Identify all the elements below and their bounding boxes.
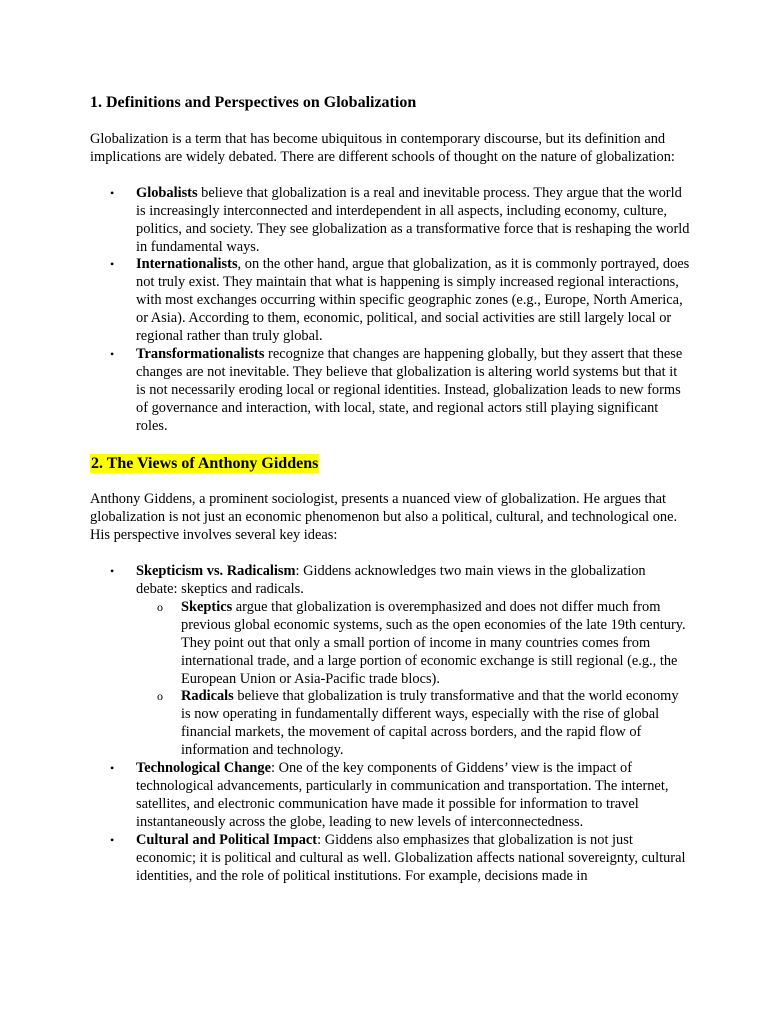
sub-item-radicals [157,688,690,760]
section-2-heading: 2. The Views of Anthony Giddens [91,454,319,472]
list-item-technological-change [110,760,690,832]
list-item-cultural-and-political-impact [110,831,690,886]
text-globalists: believe that globalization is a real and inevitable process. They argue that the world is increasingly interconnected and interdependent in all aspects, including economy, culture, politics, and society. They see globalization as a transformative force that is reshaping the world in fundamental ways. [136,184,690,255]
term-transformationalists: Transformationalists [136,345,265,362]
section-2-bullet-list [90,563,690,885]
sub-item-skeptics [157,598,690,689]
text-skepticism-vs-radicalism: : Giddens acknowledges two main views in the globalization debate: skeptics and radicals. [136,563,646,598]
section-2-heading-wrap [90,454,690,474]
section-1-bullet-list [90,185,690,436]
list-item-skepticism-vs-radicalism [110,563,690,760]
section-1-heading: 1. Definitions and Perspectives on Globalization [90,94,417,111]
section-1-intro: Globalization is a term that has become ubiquitous in contemporary discourse, but its definition and implications are widely debated. There are different schools of thought on the nature of globalization: [90,131,675,165]
text-skeptics: argue that globalization is overemphasized and does not differ much from previous global economic systems, such as the open economies of the late 19th century. They point out that only a small portion of income in many countries comes from international trade, and a large portion of economic exchange is still regional (e.g., the European Union or Asia-Pacific trade blocs). [181,598,686,687]
text-technological-change: : One of the key components of Giddens’ view is the impact of technological advancements, particularly in communication and transportation. The internet, satellites, and electronic communication have made it possible for information to travel instantaneously across the globe, leading to new levels of interconnectedness. [136,760,669,830]
bullet-icon: • [110,761,115,776]
term-internationalists: Internationalists [136,256,238,273]
list-item-internationalists [110,256,690,346]
term-globalists: Globalists [136,184,198,201]
sub-bullet-icon: o [157,599,163,614]
text-radicals: believe that globalization is truly transformative and that the world economy is now operating in fundamentally different ways, especially with the rise of global financial markets, the movement of capital across borders, and the rapid flow of information and technology. [181,688,679,759]
sub-bullet-list [136,599,690,760]
text-internationalists: , on the other hand, argue that globalization, as it is commonly portrayed, does not truly exist. They maintain that what is happening is simply increased regional interactions, with most exchanges occurring within specific geographic zones (e.g., Europe, North America, or Asia). According to them, economic, political, and social activities are still largely local or regional rather than truly global. [136,256,690,345]
term-radicals: Radicals [181,688,234,705]
term-skeptics: Skeptics [181,598,233,615]
bullet-icon: • [110,346,115,361]
bullet-icon: • [110,185,115,200]
section-2-intro: Anthony Giddens, a prominent sociologist, presents a nuanced view of globalization. He argues that globalization is not just an economic phenomenon but also a political, cultural, and technological one. His perspective involves several key ideas: [90,491,678,544]
term-skepticism-vs-radicalism: Skepticism vs. Radicalism [136,563,296,580]
text-transformationalists: recognize that changes are happening globally, but they assert that these changes are not inevitable. They believe that globalization is altering world systems but that it is not necessarily eroding local or regional identities. Instead, globalization leads to new forms of governance and interaction, with local, state, and regional actors still playing significant roles. [136,345,683,434]
list-item-globalists [110,184,690,257]
sub-bullet-icon: o [157,689,163,704]
bullet-icon: • [110,257,115,272]
list-item-transformationalists [110,345,690,436]
term-technological-change: Technological Change [136,760,271,777]
term-cultural-and-political-impact: Cultural and Political Impact [136,831,318,848]
text-cultural-and-political-impact: : Giddens also emphasizes that globalization is not just economic; it is political and cultural as well. Globalization affects national sovereignty, cultural identities, and the role of political institutions. For example, decisions made in [136,831,686,884]
bullet-icon: • [110,832,115,847]
document-body [90,93,690,885]
bullet-icon: • [110,564,115,579]
